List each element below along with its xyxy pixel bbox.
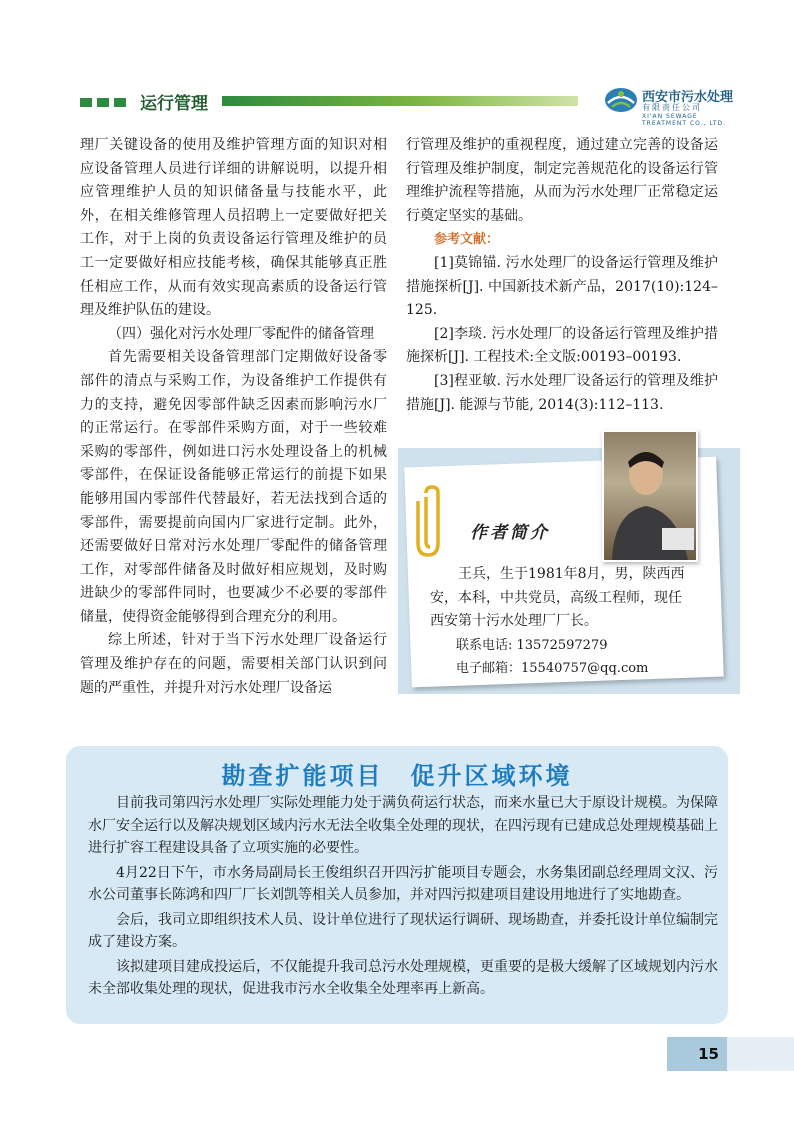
header-gradient-bar [222,96,578,106]
author-photo [602,430,698,562]
reference-item: [2]李琰. 污水处理厂的设备运行管理及维护措施探析[J]. 工程技术:全文版:00193–00193. [406,325,718,366]
author-info [430,563,690,681]
header-square-2 [97,98,109,107]
logo-english-2: TREATMENT CO., LTD. [642,120,727,127]
author-title: 作者简介 [470,523,550,543]
left-column [80,134,387,700]
news-paragraph: 目前我司第四污水处理厂实际处理能力处于满负荷运行状态，而来水量已大于原设计规模。为保障水厂安全运行以及解决规划区域内污水无法全收集全处理的现状，在四污现有已建成总处理规模基础上进行扩容工程建设具备了立项实施的必要性。 [88,795,718,856]
section-heading: （四）强化对污水处理厂零配件的储备管理 [108,325,374,342]
page-edge-decoration [727,1037,794,1071]
body-paragraph: 行管理及维护的重视程度，通过建立完善的设备运行管理及维护制度，制定完善规范化的设备运行管理维护流程等措施，从而为污水处理厂正常稳定运行奠定坚实的基础。 [406,137,718,224]
references-heading: 参考文献： [434,232,500,248]
body-paragraph: 理厂关键设备的使用及维护管理方面的知识对相应设备管理人员进行详细的讲解说明，以提升相应管理维护人员的知识储备量与技能水平，此外，在相关维修管理人员招聘上一定要做好把关工作，对于上岗的负责设备运行管理及维护的员工一定要做好相应技能考核，确保其能够真正胜任相应工作，从而有效实现高素质的设备运行管理及维护队伍的建设。 [80,137,387,319]
news-body [88,792,718,1003]
logo-english-1: XI'AN SEWAGE [642,113,698,120]
page-number: 15 [667,1037,727,1071]
company-logo-icon [604,85,638,113]
header-square-3 [114,98,126,107]
logo-company-name: 西安市污水处理 [642,90,734,105]
paperclip-icon [412,485,458,565]
news-paragraph: 会后，我司立即组织技术人员、设计单位进行了现状运行调研、现场勘查，并委托设计单位编制完成了建设方案。 [88,911,718,950]
body-paragraph: 首先需要相关设备管理部门定期做好设备零部件的清点与采购工作，为设备维护工作提供有力的支持，避免因零部件缺乏因素而影响污水厂的正常运行。在零部件采购方面，对于一些较难采购的零部件，例如进口污水处理设备上的机械零部件，在保证设备能够正常运行的前提下如果能够用国内零部件代替最好，若无法找到合适的零部件，需要提前向国内厂家进行定制。此外，还需要做好日常对污水处理厂零配件的储备管理工作，对零部件储备及时做好相应规划，及时购进缺少的零部件同时，也要减少不必要的零部件储量，使得资金能够得到合理充分的利用。 [80,349,387,625]
reference-item: [3]程亚敏. 污水处理厂设备运行的管理及维护措施[J]. 能源与节能, 2014(3):112–113. [406,372,718,413]
body-paragraph: 综上所述，针对于当下污水处理厂设备运行管理及维护存在的问题，需要相关部门认识到问题的严重性，并提升对污水处理厂设备运 [80,632,387,696]
header-square-1 [80,98,92,107]
news-paragraph: 4月22日下午，市水务局副局长王俊组织召开四污扩能项目专题会，水务集团副总经理周文汉、污水公司董事长陈鸿和四厂厂长刘凯等相关人员参加，并对四污拟建项目建设用地进行了实地勘查。 [88,864,718,903]
author-bio: 王兵，生于1981年8月，男，陕西西安，本科，中共党员，高级工程师，现任西安第十污水处理厂厂长。 [430,566,685,629]
person-silhouette-icon [604,432,696,560]
section-title: 运行管理 [140,94,208,114]
author-phone: 联系电话: 13572597279 [456,637,608,653]
right-column [406,134,718,417]
logo-company-suffix: 有限责任公司 [642,103,702,112]
reference-item: [1]莫锦锚. 污水处理厂的设备运行管理及维护措施探析[J]. 中国新技术新产品，2017(10):124–125. [406,254,718,319]
news-title: 勘查扩能项目 促升区域环境 [221,762,573,790]
news-paragraph: 该拟建项目建成投运后，不仅能提升我司总污水处理规模，更重要的是极大缓解了区域规划内污水未全部收集处理的现状，促进我市污水全收集全处理率再上新高。 [88,958,718,997]
author-email: 电子邮箱：15540757@qq.com [456,661,649,676]
